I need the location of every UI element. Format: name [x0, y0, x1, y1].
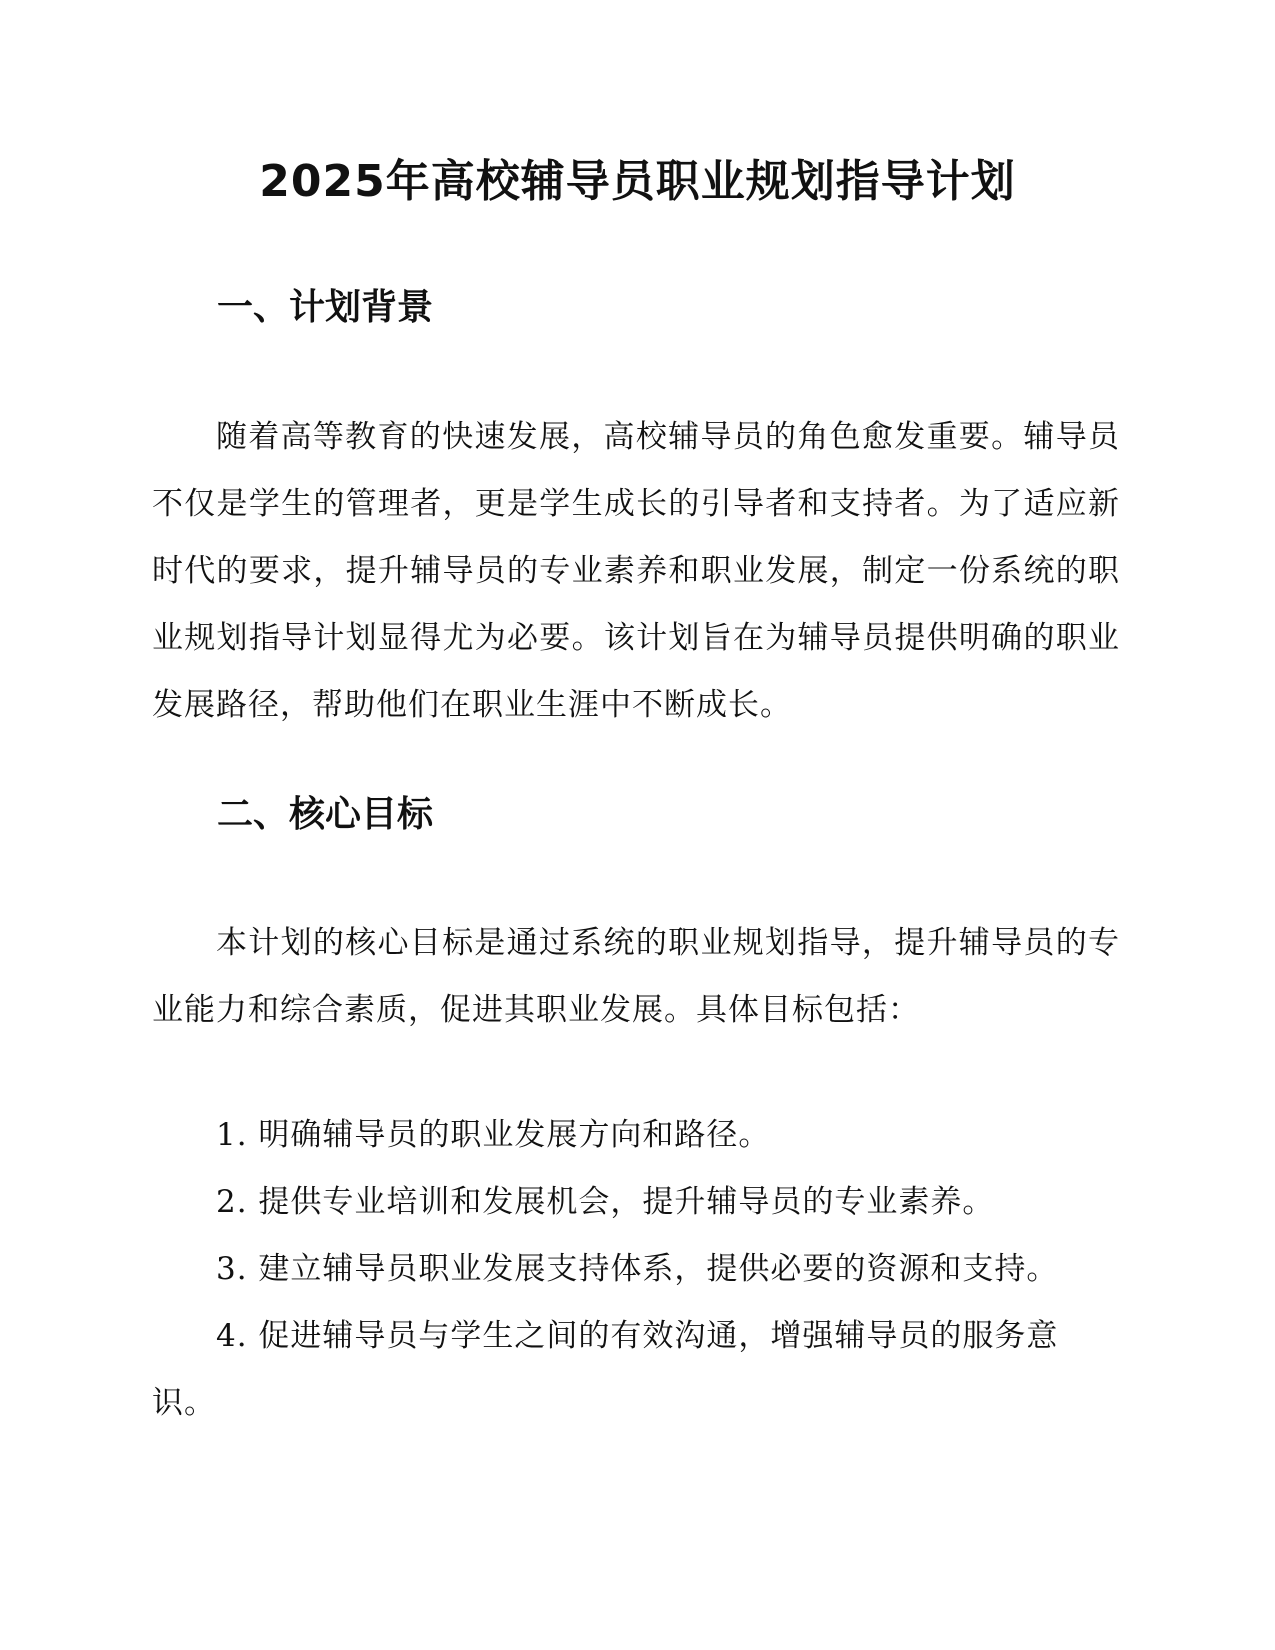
list-item: 3. 建立辅导员职业发展支持体系，提供必要的资源和支持。 [216, 1251, 1059, 1287]
section-heading-goals: 二、核心目标 [217, 794, 434, 835]
list-item: 4. 促进辅导员与学生之间的有效沟通，增强辅导员的服务意识。 [152, 1318, 1059, 1421]
goals-list [152, 1102, 1120, 1437]
list-item: 2. 提供专业培训和发展机会，提升辅导员的专业素养。 [216, 1184, 995, 1220]
list-item: 1. 明确辅导员的职业发展方向和路径。 [216, 1117, 771, 1153]
background-paragraph: 随着高等教育的快速发展，高校辅导员的角色愈发重要。辅导员不仅是学生的管理者，更是学生成长的引导者和支持者。为了适应新时代的要求，提升辅导员的专业素养和职业发展，制定一份系统的职业规划指导计划显得尤为必要。该计划旨在为辅导员提供明确的职业发展路径，帮助他们在职业生涯中不断成长。 [152, 419, 1120, 723]
section-heading-background: 一、计划背景 [217, 287, 434, 328]
goals-paragraph: 本计划的核心目标是通过系统的职业规划指导，提升辅导员的专业能力和综合素质，促进其职业发展。具体目标包括： [152, 925, 1120, 1028]
document-title: 2025年高校辅导员职业规划指导计划 [259, 156, 1016, 207]
